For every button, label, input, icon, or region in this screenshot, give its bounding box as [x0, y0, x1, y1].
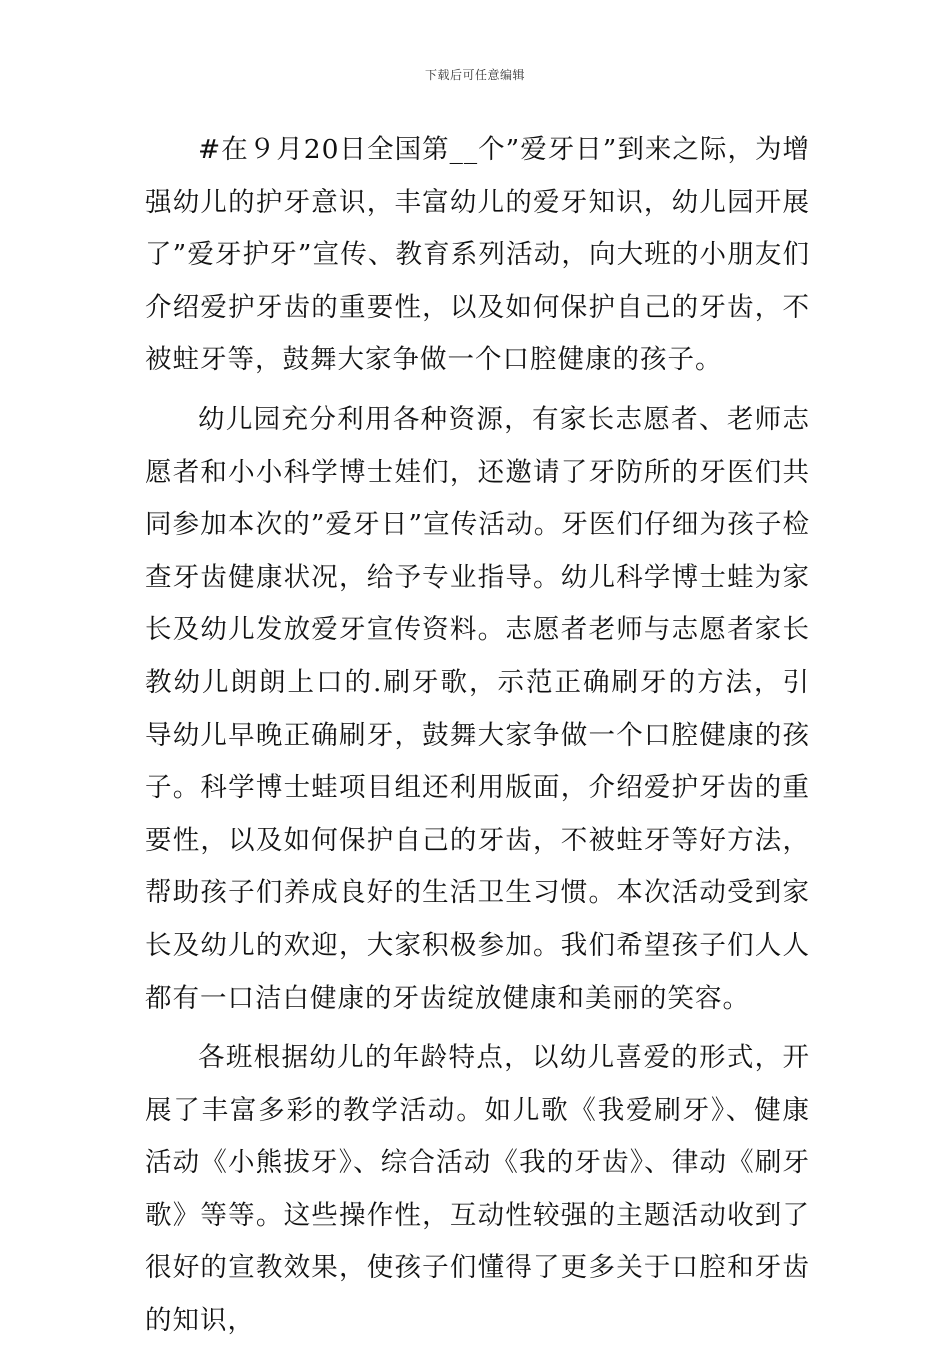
paragraph-1: #在９月20日全国第__个”爱牙日”到来之际，为增强幼儿的护牙意识，丰富幼儿的爱牙知识，幼儿园开展了”爱牙护牙”宣传、教育系列活动，向大班的小朋友们介绍爱护牙齿的重要性，以及如何保护自己的牙齿，不被蛀牙等，鼓舞大家争做一个口腔健康的孩子。	[145, 134, 810, 376]
document-body	[145, 124, 810, 1355]
paragraph-2: 幼儿园充分利用各种资源，有家长志愿者、老师志愿者和小小科学博士娃们，还邀请了牙防所的牙医们共同参加本次的”爱牙日”宣传活动。牙医们仔细为孩子检查牙齿健康状况，给予专业指导。幼儿科学博士蛙为家长及幼儿发放爱牙宣传资料。志愿者老师与志愿者家长教幼儿朗朗上口的.刷牙歌，示范正确刷牙的方法，引导幼儿早晚正确刷牙，鼓舞大家争做一个口腔健康的孩子。科学博士蛙项目组还利用版面，介绍爱护牙齿的重要性，以及如何保护自己的牙齿，不被蛀牙等好方法，帮助孩子们养成良好的生活卫生习惯。本次活动受到家长及幼儿的欢迎，大家积极参加。我们希望孩子们人人都有一口洁白健康的牙齿绽放健康和美丽的笑容。	[145, 403, 810, 1014]
paragraph-3: 各班根据幼儿的年龄特点，以幼儿喜爱的形式，开展了丰富多彩的教学活动。如儿歌《我爱刷牙》、健康活动《小熊拔牙》、综合活动《我的牙齿》、律动《刷牙歌》等等。这些操作性，互动性较强的主题活动收到了很好的宣教效果，使孩子们懂得了更多关于口腔和牙齿的知识，	[145, 1042, 810, 1337]
page-header: 下载后可任意编辑	[424, 68, 525, 82]
